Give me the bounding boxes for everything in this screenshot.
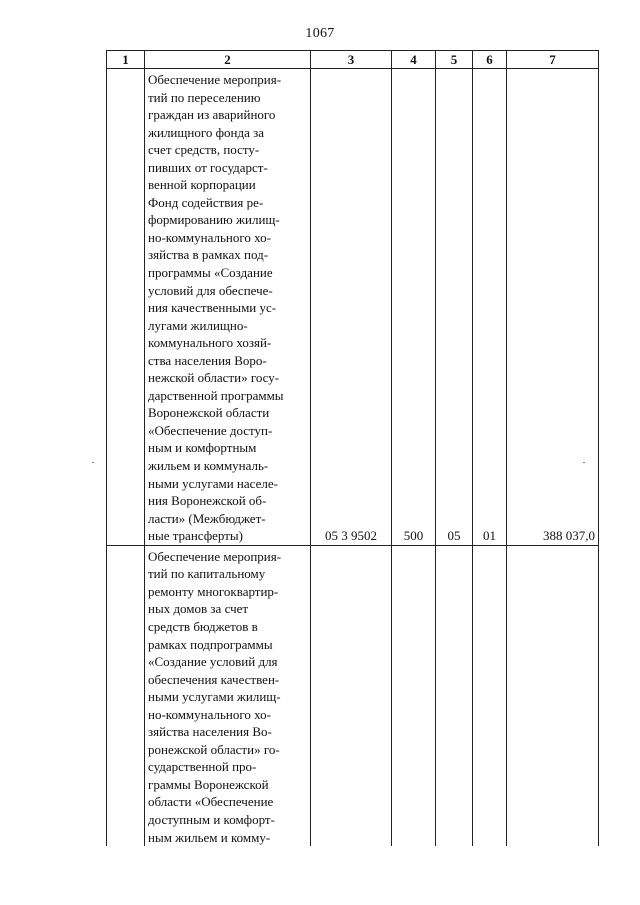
description-line: жилищного фонда за [148, 124, 265, 140]
description-line: доступным и комфорт- [148, 811, 275, 827]
description-line: программы «Создание [148, 265, 273, 281]
table-header [107, 51, 599, 69]
description-line: ными услугами населе- [148, 475, 278, 491]
description-line: средств бюджетов в [148, 618, 258, 634]
description-line: ства населения Воро- [148, 352, 267, 368]
budget-table [106, 50, 599, 846]
description-cell [145, 545, 311, 846]
target-code-cell [311, 545, 392, 846]
description-line: формированию жилищ- [148, 212, 280, 228]
description-line: тий по переселению [148, 89, 261, 105]
header-col-1: 1 [107, 51, 145, 69]
expense-type-cell: 500 [392, 69, 436, 546]
header-col-5: 5 [436, 51, 473, 69]
header-col-3: 3 [311, 51, 392, 69]
description-line: венной корпорации [148, 177, 256, 193]
description-line: условий для обеспече- [148, 282, 273, 298]
amount-cell [507, 545, 599, 846]
description-line: дарственной программы [148, 387, 284, 403]
description-line: Обеспечение мероприя- [148, 72, 282, 87]
description-line: ремонту многоквартир- [148, 583, 279, 599]
description-line: но-коммунального хо- [148, 229, 271, 245]
description-cell [145, 69, 311, 546]
table-row [107, 69, 599, 546]
description-line: области «Обеспечение [148, 794, 274, 810]
description-line: зяйства в рамках под- [148, 247, 269, 263]
description-line: ния Воронежской об- [148, 493, 267, 509]
amount-cell: 388 037,0 [507, 69, 599, 546]
description-line: ных домов за счет [148, 601, 249, 617]
description-line: нежской области» госу- [148, 370, 280, 386]
subsection-cell [473, 545, 507, 846]
description-line: «Создание условий для [148, 654, 278, 670]
subsection-cell: 01 [473, 69, 507, 546]
description-line: ния качественными ус- [148, 300, 277, 316]
target-code-cell: 05 3 9502 [311, 69, 392, 546]
scan-speck [583, 462, 585, 463]
row-number-cell [107, 69, 145, 546]
description-line: но-коммунального хо- [148, 706, 271, 722]
description-line: коммунального хозяй- [148, 335, 272, 351]
table-row [107, 545, 599, 846]
description-line: обеспечения качествен- [148, 671, 280, 687]
description-line: счет средств, посту- [148, 142, 260, 158]
description-line: «Обеспечение доступ- [148, 422, 273, 438]
page-number: 1067 [305, 26, 335, 41]
section-cell: 05 [436, 69, 473, 546]
description-line: ным жильем и комму- [148, 829, 271, 845]
scan-speck [92, 462, 94, 463]
description-line: лугами жилищно- [148, 317, 248, 333]
expense-type-cell [392, 545, 436, 846]
description-line: ронежской области» го- [148, 741, 280, 757]
description-line: сударственной про- [148, 759, 257, 775]
description-line: пивших от государст- [148, 159, 268, 175]
description-line: ные трансферты) [148, 528, 243, 544]
description-line: жильем и коммуналь- [148, 458, 269, 474]
row-number-cell [107, 545, 145, 846]
description-line: Фонд содействия ре- [148, 194, 264, 210]
description-line: ными услугами жилищ- [148, 689, 281, 705]
description-line: Воронежской области [148, 405, 270, 421]
section-cell [436, 545, 473, 846]
description-line: зяйства населения Во- [148, 724, 272, 740]
header-col-2: 2 [145, 51, 311, 69]
header-col-7: 7 [507, 51, 599, 69]
description-line: рамках подпрограммы [148, 636, 273, 652]
header-row [107, 51, 599, 69]
description-line: граммы Воронежской [148, 776, 269, 792]
description-line: тий по капитальному [148, 566, 266, 582]
description-line: ным и комфортным [148, 440, 257, 456]
header-col-6: 6 [473, 51, 507, 69]
description-line: Обеспечение мероприя- [148, 548, 282, 564]
description-line: ласти» (Межбюджет- [148, 510, 266, 526]
header-col-4: 4 [392, 51, 436, 69]
description-line: граждан из аварийного [148, 107, 276, 123]
